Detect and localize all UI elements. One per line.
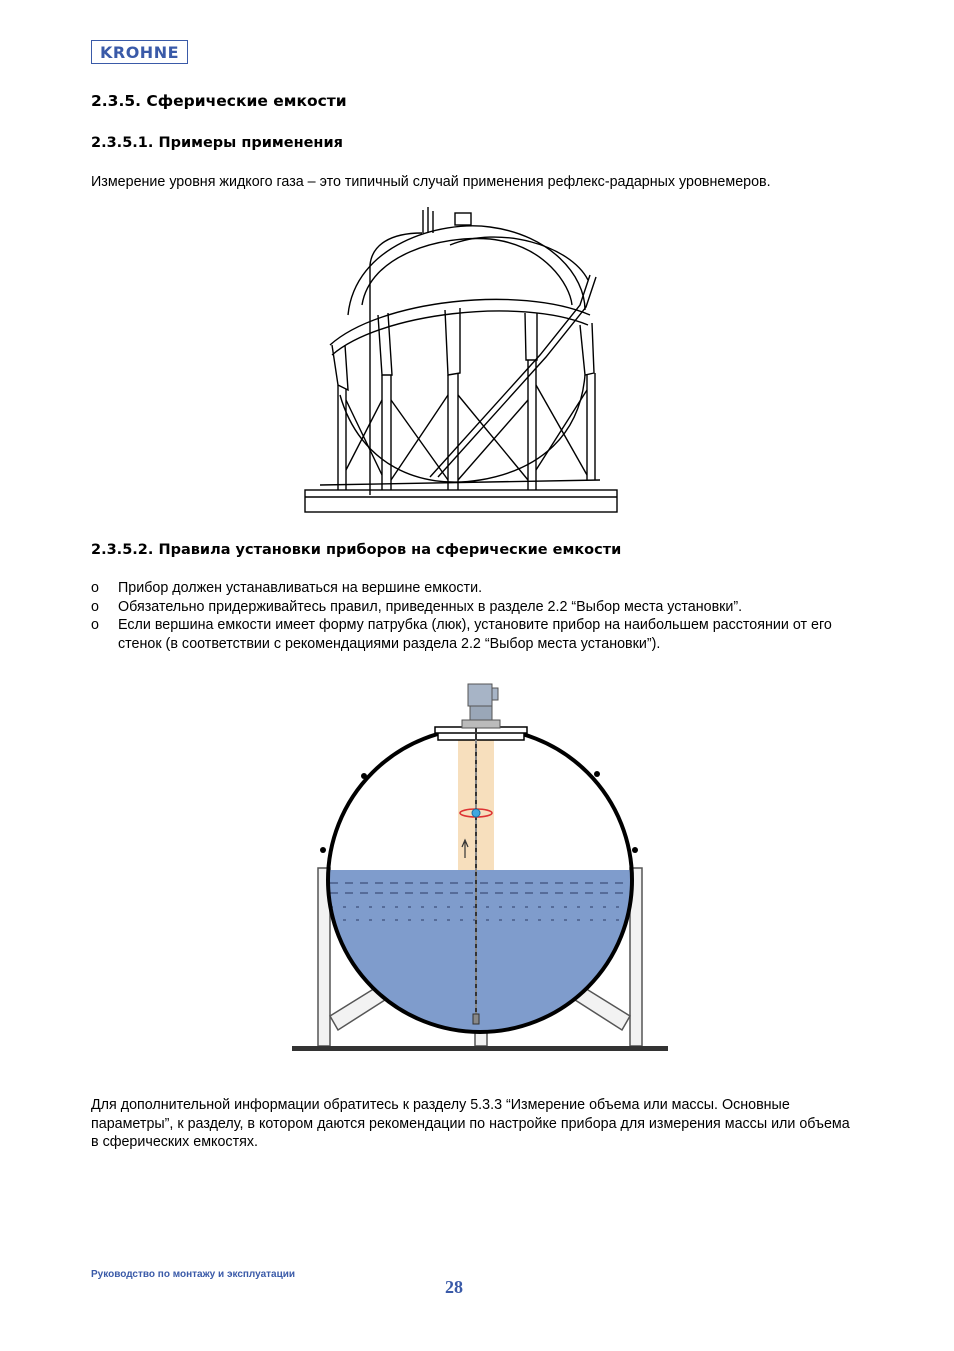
list-item: o Если вершина емкости имеет форму патрубка (люк), установите прибор на наибольшем расстоянии от его стенок (в соответствии с рекомендациями раздела 2.2 “Выбор места установки”). — [91, 617, 832, 652]
spherical-tank-illustration — [300, 205, 622, 517]
krohne-logo: KROHNE — [91, 40, 188, 64]
closing-paragraph: Для дополнительной информации обратитесь к разделу 5.3.3 “Измерение объема или массы. Основные параметры”, к разделу, в котором даются рекомендации по настройке прибора для измерения массы или объема в сферических емкостях. — [91, 1097, 850, 1150]
tank-cross-section-diagram — [290, 680, 670, 1060]
subsection-title-installation: 2.3.5.2. Правила установки приборов на сферические емкости — [91, 542, 622, 558]
bullet-marker: o — [91, 598, 99, 615]
list-item: o Обязательно придерживайтесь правил, приведенных в разделе 2.2 “Выбор места установки”. — [91, 598, 743, 615]
manual-title: Руководство по монтажу и эксплуатации — [91, 1269, 296, 1280]
examples-paragraph: Измерение уровня жидкого газа – это типичный случай применения рефлекс-радарных уровнемеров. — [91, 174, 771, 190]
subsection-title-examples: 2.3.5.1. Примеры применения — [91, 135, 343, 151]
page-number: 28 — [445, 1277, 463, 1297]
bullet-marker: o — [91, 617, 99, 633]
bullet-marker: o — [91, 580, 99, 596]
installation-rules-list — [91, 579, 851, 653]
section-title: 2.3.5. Сферические емкости — [91, 92, 347, 110]
list-item: o Прибор должен устанавливаться на вершине емкости. — [91, 580, 483, 596]
